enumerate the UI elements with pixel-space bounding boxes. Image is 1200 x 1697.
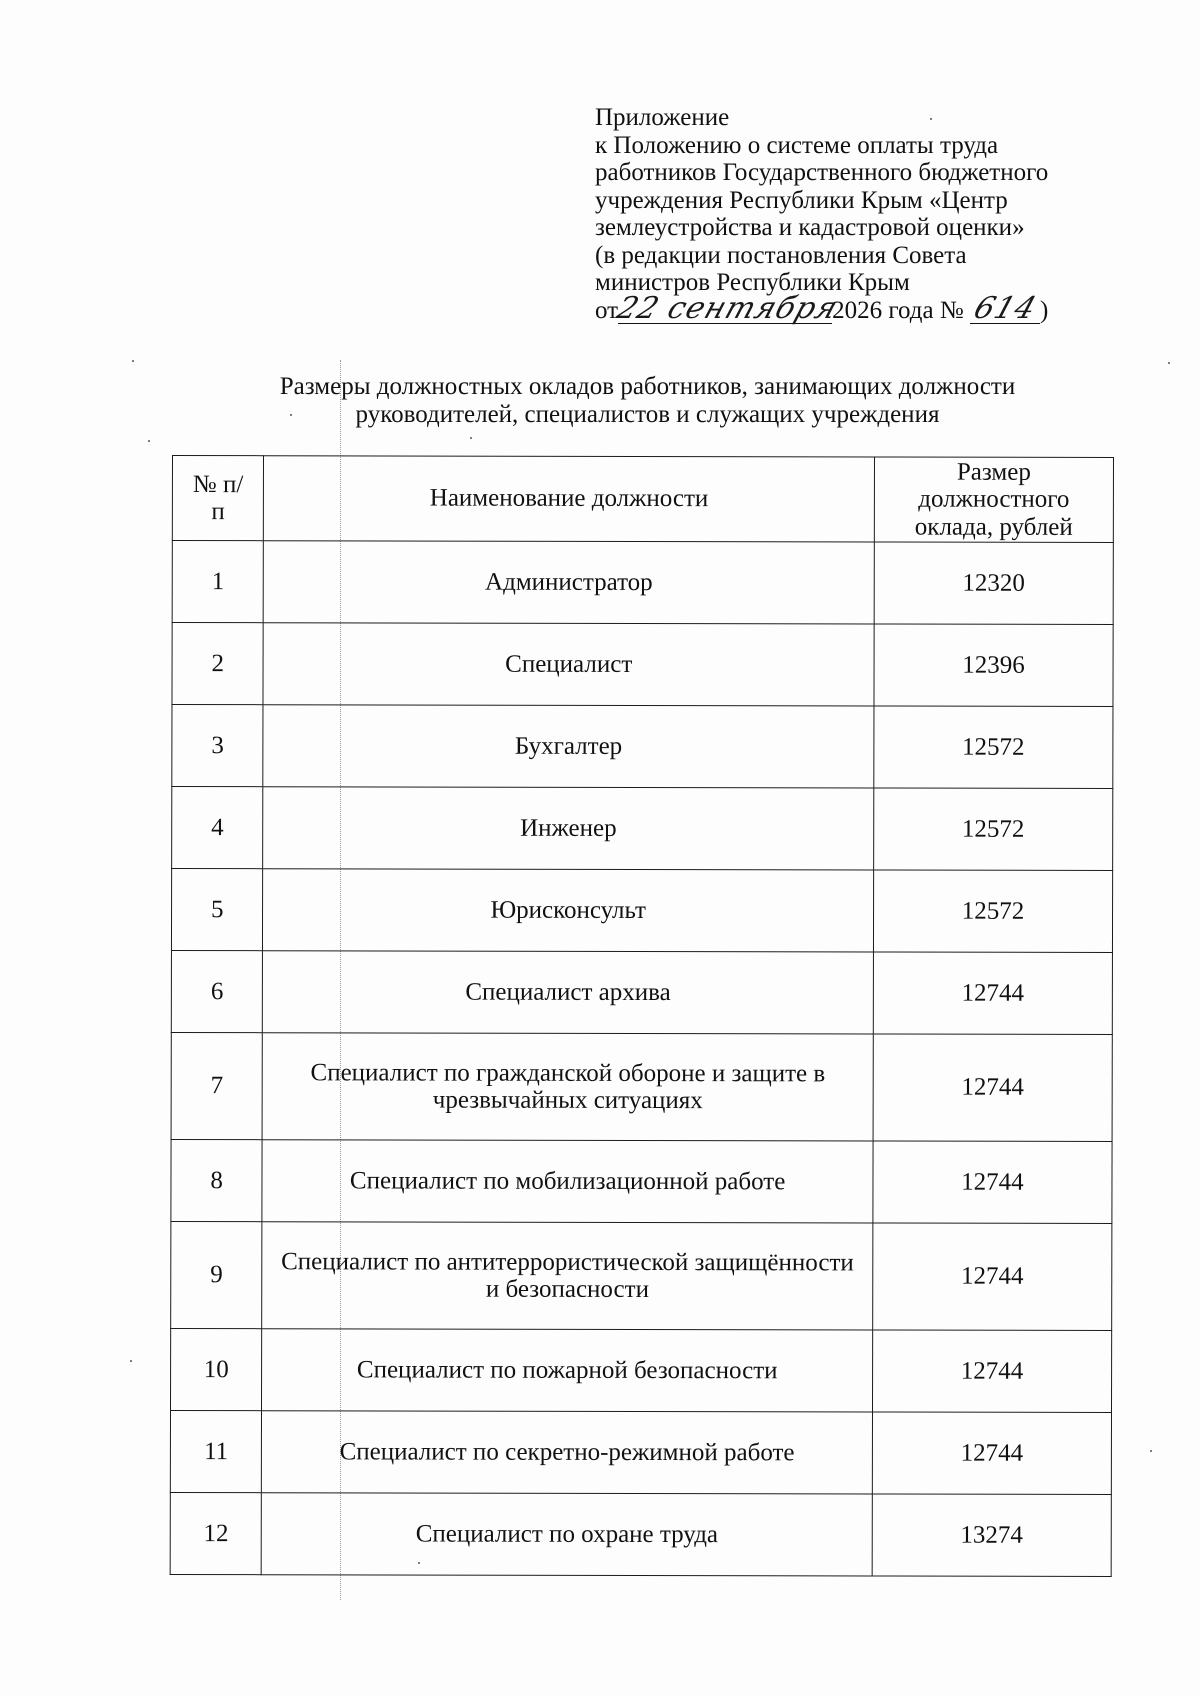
cell-name: Специалист по мобилизационной работе [262,1140,873,1223]
cell-salary: 12744 [872,1412,1111,1495]
cell-name: Бухгалтер [263,705,874,788]
table-row [170,1328,1111,1412]
cell-num: 1 [172,541,264,623]
date-prefix: от [595,296,619,324]
cell-name: Специалист по секретно-режимной работе [262,1411,873,1494]
number-blank [969,290,1041,326]
cell-num: 4 [172,787,264,869]
cell-num: 2 [172,623,264,705]
cell-num: 8 [171,1139,263,1221]
table-row [172,623,1113,707]
appendix-line: министров Республики Крым [595,269,910,296]
header-name: Наименование должности [264,456,875,542]
appendix-header [595,104,1155,324]
table-row [172,787,1113,871]
table-row [171,869,1112,953]
title-line-1: Размеры должностных окладов работников, занимающих должности [279,373,1016,400]
table-header-row [172,456,1113,543]
cell-salary: 12396 [874,624,1113,707]
cell-num: 7 [171,1032,263,1139]
handwritten-date: 22 сентября [612,290,843,326]
table-row [171,950,1112,1034]
appendix-date-line [595,290,1155,326]
cell-salary: 12320 [874,542,1113,625]
table-row [170,1410,1111,1494]
cell-name: Юрисконсульт [263,869,874,952]
cell-salary: 13274 [872,1494,1111,1577]
appendix-line: работников Государственного бюджетного [595,159,1049,186]
scan-speck [1168,362,1170,364]
appendix-line: землеустройства и кадастровой оценки» [595,214,1025,241]
appendix-line: (в редакции постановления Совета [595,241,967,269]
scan-speck [418,1562,420,1564]
cell-name: Специалист архива [263,951,874,1034]
appendix-line: Приложение [595,104,730,131]
appendix-line: учреждения Республики Крым «Центр [595,186,1008,214]
cell-num: 12 [170,1492,262,1574]
cell-name: Специалист по охране труда [262,1493,873,1576]
cell-salary: 12744 [873,1034,1112,1142]
cell-salary: 12744 [873,952,1112,1035]
cell-num: 3 [172,705,264,787]
date-year-suffix: 2026 года № [832,296,964,324]
table-row [171,1032,1112,1141]
header-salary: Размер должностного оклада, рублей [874,457,1113,543]
cell-num: 5 [171,869,263,951]
scan-speck [290,414,292,416]
cell-salary: 12572 [873,870,1112,953]
cell-salary: 12572 [874,706,1113,789]
cell-name: Администратор [264,541,875,624]
cell-name: Инженер [263,787,874,870]
scan-speck [470,437,472,439]
cell-salary: 12744 [873,1223,1112,1331]
salary-table [170,455,1114,1577]
cell-num: 11 [170,1410,262,1492]
scan-speck [132,360,134,362]
cell-name: Специалист по пожарной безопасности [262,1329,873,1412]
cell-salary: 12744 [872,1330,1111,1413]
cell-num: 6 [171,950,263,1032]
scan-speck [930,118,932,120]
table-row [171,1139,1112,1223]
table-row [172,541,1113,625]
scan-speck [148,440,150,442]
date-blank [612,290,843,326]
title-line-2: руководителей, специалистов и служащих учреждения [355,400,940,428]
table-row [171,1221,1112,1330]
cell-name: Специалист [263,623,874,706]
cell-num: 10 [170,1328,262,1410]
appendix-line: к Положению о системе оплаты труда [595,131,999,159]
document-title [160,373,1135,428]
scan-speck [130,1360,132,1362]
table-row [172,705,1113,789]
cell-num: 9 [171,1221,263,1328]
cell-salary: 12572 [874,788,1113,871]
cell-name: Специалист по гражданской обороне и защите в чрезвычайных ситуациях [263,1033,874,1141]
cell-salary: 12744 [873,1141,1112,1224]
table-row [170,1492,1111,1576]
header-num: № п/п [172,456,264,541]
handwritten-number: 614 [969,290,1041,326]
scan-speck [1150,1450,1152,1452]
closing-paren: ) [1039,296,1049,324]
cell-name: Специалист по антитеррористической защищённости и безопасности [262,1222,873,1330]
